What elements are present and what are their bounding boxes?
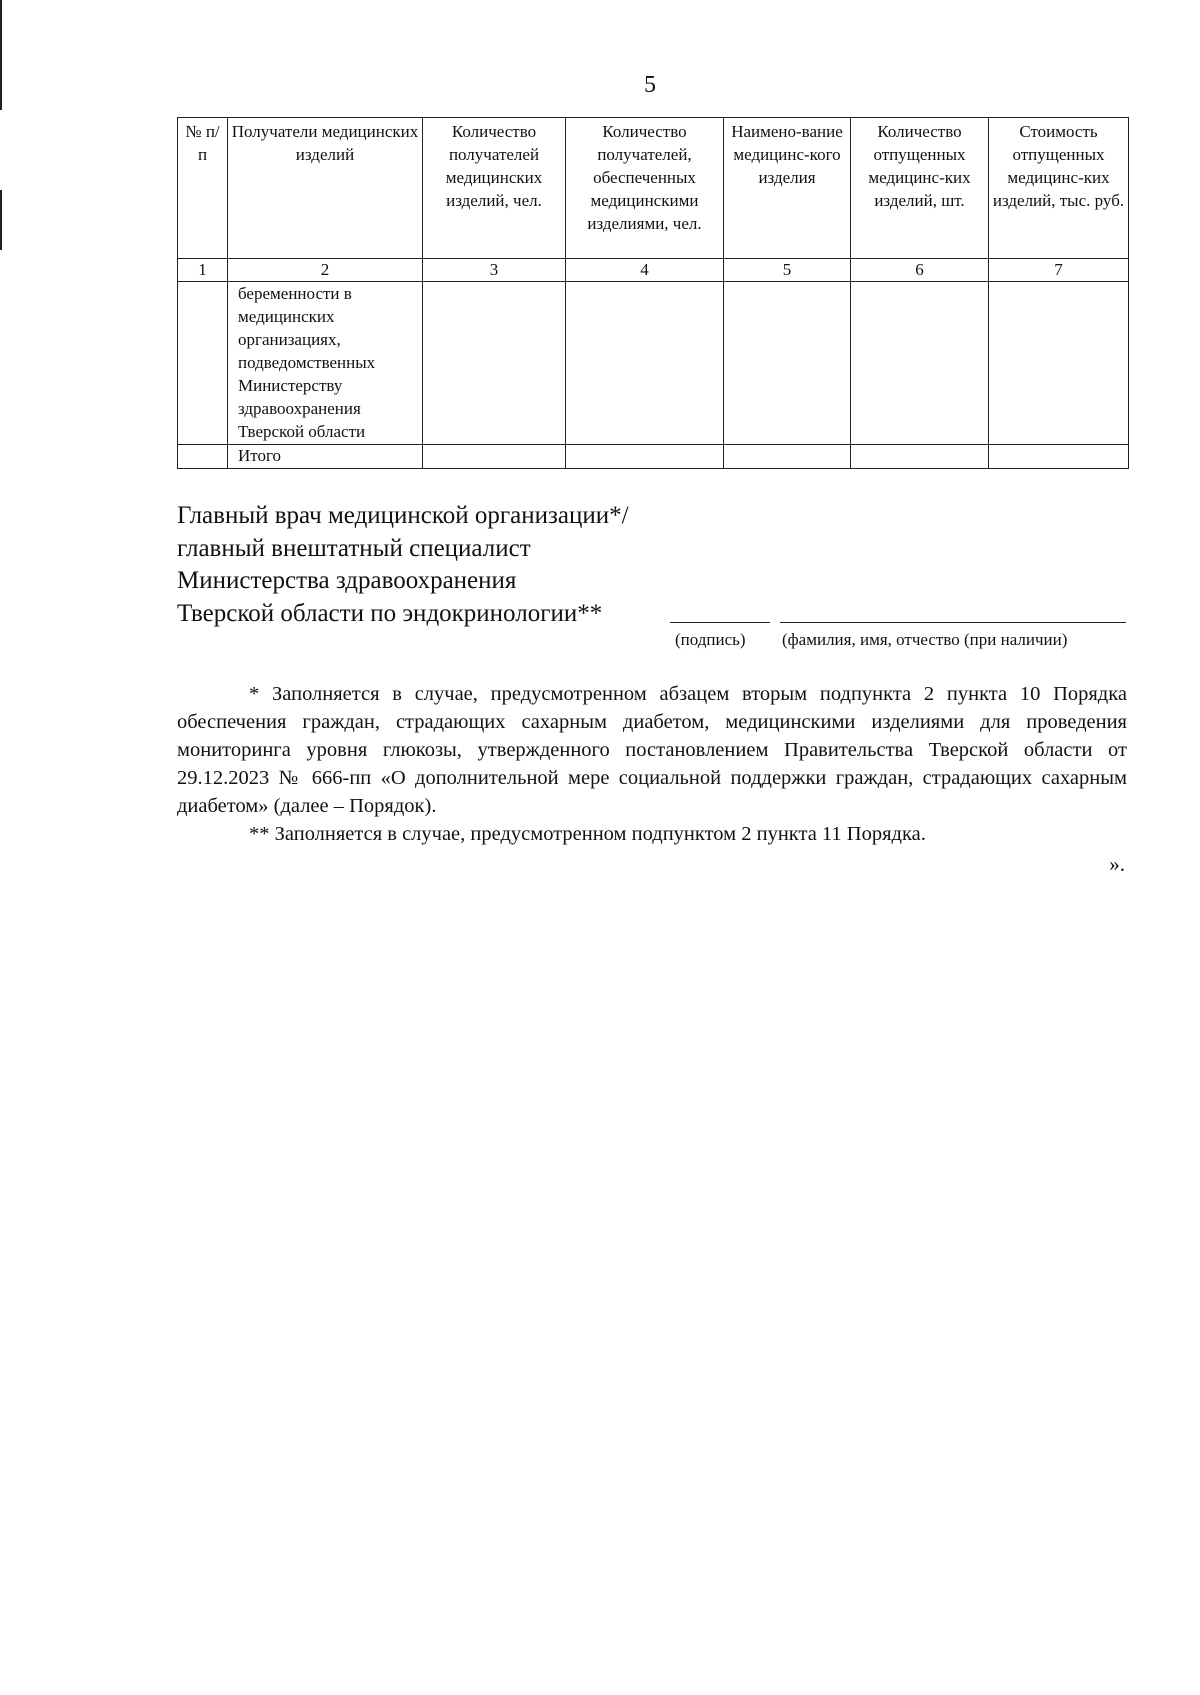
column-number-cell: 2 (228, 259, 423, 282)
column-number-row (178, 259, 1129, 282)
header-cell-provided-count: Количество получателей, обеспеченных медицинскими изделиями, чел. (566, 118, 724, 259)
header-cell-devices-issued: Количество отпущенных медицинс-ких изделий, шт. (851, 118, 989, 259)
total-row (178, 445, 1129, 469)
table-cell (851, 282, 989, 445)
column-number-cell: 5 (724, 259, 851, 282)
footnote-2: ** Заполняется в случае, предусмотренном подпунктом 2 пункта 11 Порядка. (249, 823, 926, 845)
column-number-cell: 6 (851, 259, 989, 282)
column-number-cell: 3 (423, 259, 566, 282)
signature-title-line: Главный врач медицинской организации*/ (177, 502, 629, 529)
table-cell (423, 282, 566, 445)
header-cell-cost: Стоимость отпущенных медицинс-ких изделий, тыс. руб. (989, 118, 1129, 259)
recipients-cell: беременности в медицинских организациях, подведомственных Министерству здравоохранения Тверской области (228, 282, 423, 445)
table-cell (989, 282, 1129, 445)
signature-caption: (подпись) (675, 630, 746, 649)
closing-quote: ». (1109, 852, 1125, 876)
table-header-row (178, 118, 1129, 259)
signature-title-line: Министерства здравоохранения (177, 567, 517, 594)
header-cell-number: № п/п (178, 118, 228, 259)
header-cell-device-name: Наимено-вание медицинс-кого изделия (724, 118, 851, 259)
table-cell (724, 445, 851, 469)
table-cell (724, 282, 851, 445)
table-cell (566, 282, 724, 445)
signature-block (177, 500, 629, 630)
column-number-cell: 1 (178, 259, 228, 282)
column-number-cell: 7 (989, 259, 1129, 282)
table-cell (178, 282, 228, 445)
footnote-1: * Заполняется в случае, предусмотренном абзацем вторым подпункта 2 пункта 10 Порядка обеспечения граждан, страдающих сахарным диабетом, медицинскими изделиями для проведения мониторинга уровня глюкозы, утвержденного постановлением Правительства Тверской области от 29.12.2023 № 666-пп «О дополнительной мере социальной поддержки граждан, страдающих сахарным диабетом» (далее – Порядок). (177, 683, 1127, 817)
header-cell-recipients: Получатели медицинских изделий (228, 118, 423, 259)
total-label: Итого (228, 445, 423, 469)
signature-title-line: Тверской области по эндокринологии** (177, 599, 603, 627)
footnotes (177, 680, 1127, 848)
header-cell-recipients-count: Количество получателей медицинских изделий, чел. (423, 118, 566, 259)
table-row (178, 282, 1129, 445)
signature-title-line: главный внештатный специалист (177, 534, 531, 562)
table-cell (178, 445, 228, 469)
full-name-line (780, 622, 1126, 623)
report-table (177, 117, 1129, 469)
scan-edge-mark (0, 190, 2, 250)
table-cell (423, 445, 566, 469)
table-cell (566, 445, 724, 469)
column-number-cell: 4 (566, 259, 724, 282)
signature-line (670, 622, 770, 623)
table-cell (851, 445, 989, 469)
full-name-caption: (фамилия, имя, отчество (при наличии) (782, 630, 1068, 649)
table-cell (989, 445, 1129, 469)
page-number: 5 (644, 72, 656, 98)
